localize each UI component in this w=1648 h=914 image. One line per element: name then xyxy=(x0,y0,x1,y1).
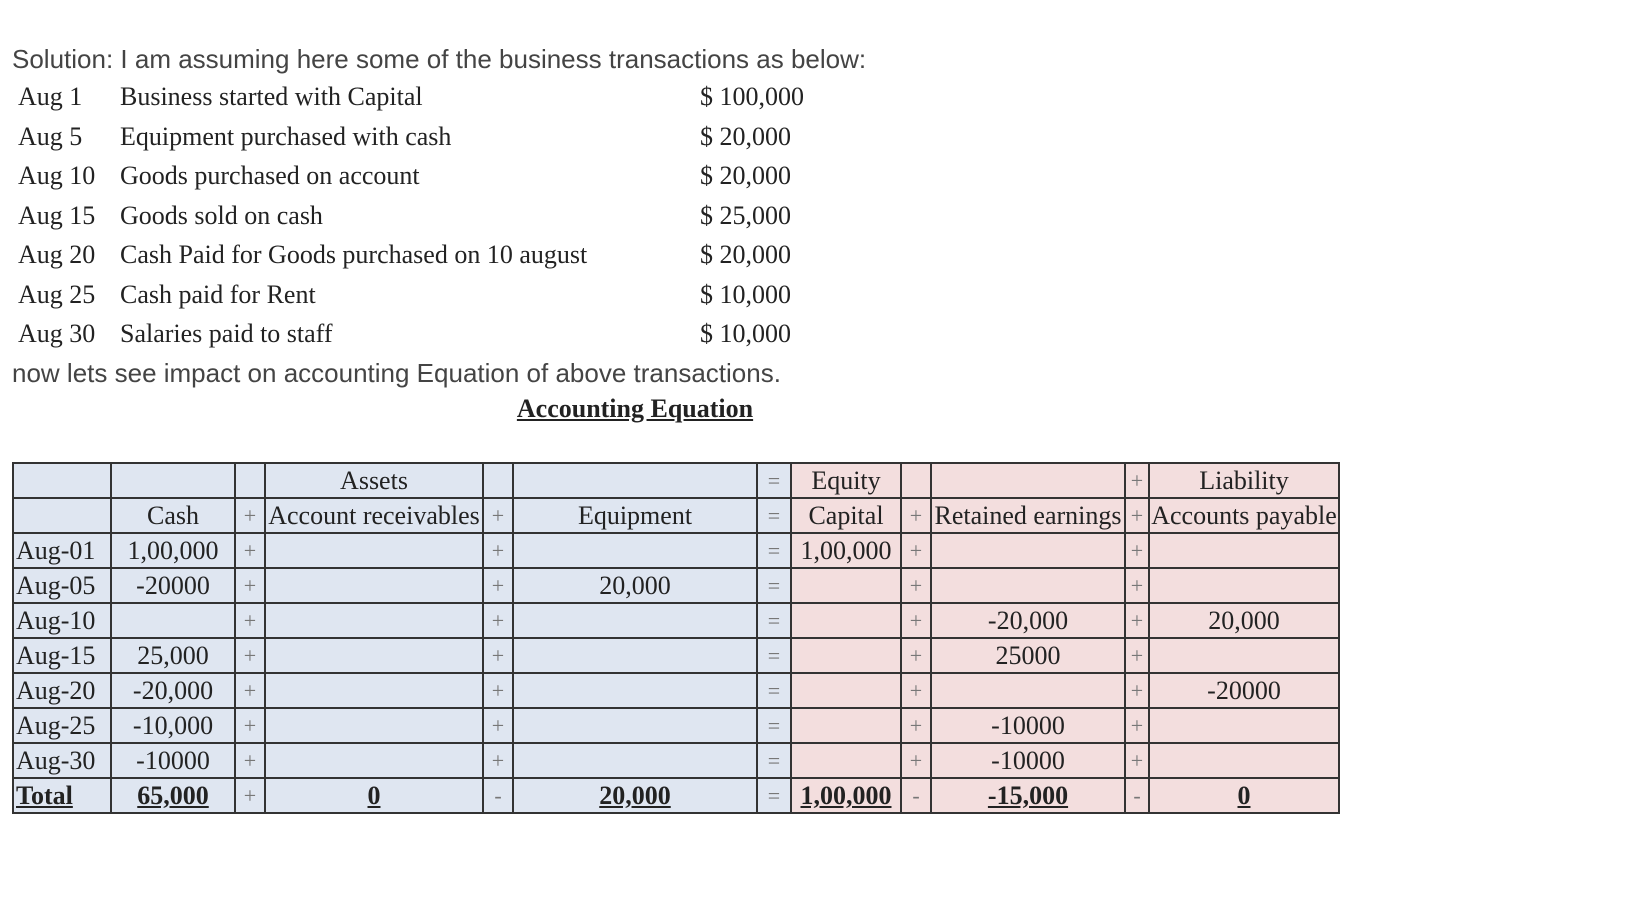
capital-cell: 1,00,000 xyxy=(791,533,901,568)
table-row xyxy=(13,638,1339,673)
cash-cell: -20,000 xyxy=(111,673,235,708)
transaction-amount: $ 20,000 xyxy=(700,240,791,269)
cash-cell: 65,000 xyxy=(111,778,235,813)
retained-earnings-cell: -10000 xyxy=(931,708,1125,743)
blank-cell xyxy=(111,463,235,498)
plus-sign: - xyxy=(483,778,513,813)
table-row xyxy=(13,673,1339,708)
plus-sign: - xyxy=(1125,778,1149,813)
transaction-description: Cash Paid for Goods purchased on 10 august xyxy=(120,240,588,269)
plus-sign: + xyxy=(483,638,513,673)
retained-earnings-cell: -10000 xyxy=(931,743,1125,778)
blank-cell xyxy=(235,463,265,498)
blank-cell xyxy=(931,463,1125,498)
plus-sign: + xyxy=(235,498,265,533)
plus-sign: + xyxy=(901,638,931,673)
row-date: Aug-15 xyxy=(13,638,111,673)
transaction-description: Goods purchased on account xyxy=(120,161,420,190)
transaction-description: Business started with Capital xyxy=(120,82,423,111)
intro-text: Solution: I am assuming here some of the business transactions as below: xyxy=(12,44,867,74)
transaction-date: Aug 15 xyxy=(18,200,96,230)
equals-sign: = xyxy=(757,463,791,498)
cash-cell: 1,00,000 xyxy=(111,533,235,568)
plus-sign: + xyxy=(235,638,265,673)
plus-sign: + xyxy=(1125,533,1149,568)
receivables-cell xyxy=(265,743,483,778)
plus-sign: + xyxy=(483,743,513,778)
blank-cell xyxy=(483,463,513,498)
assets-header: Assets xyxy=(265,463,483,498)
transaction-date: Aug 25 xyxy=(18,279,96,309)
plus-sign: + xyxy=(235,603,265,638)
table-row xyxy=(13,708,1339,743)
plus-sign: + xyxy=(235,708,265,743)
plus-sign: + xyxy=(1125,673,1149,708)
capital-cell xyxy=(791,603,901,638)
plus-sign: + xyxy=(483,708,513,743)
capital-cell xyxy=(791,673,901,708)
receivables-cell: 0 xyxy=(265,778,483,813)
receivables-cell xyxy=(265,533,483,568)
retained-earnings-cell xyxy=(931,533,1125,568)
transaction-date: Aug 20 xyxy=(18,240,96,269)
receivables-cell xyxy=(265,603,483,638)
plus-sign: + xyxy=(483,533,513,568)
equity-header: Equity xyxy=(791,463,901,498)
receivables-cell xyxy=(265,638,483,673)
cash-cell: 25,000 xyxy=(111,638,235,673)
transaction-amount: $ 10,000 xyxy=(700,319,791,348)
transaction-date: Aug 10 xyxy=(18,161,96,190)
accounts-payable-cell xyxy=(1149,708,1339,743)
equipment-cell xyxy=(513,533,757,568)
equipment-cell: 20,000 xyxy=(513,568,757,603)
plus-sign: + xyxy=(235,778,265,813)
plus-sign: + xyxy=(483,673,513,708)
transaction-amount: $ 20,000 xyxy=(700,121,791,151)
transaction-amount: $ 100,000 xyxy=(700,82,804,111)
cash-cell: -20000 xyxy=(111,568,235,603)
plus-sign: + xyxy=(1125,743,1149,778)
row-date: Aug-10 xyxy=(13,603,111,638)
receivables-cell xyxy=(265,568,483,603)
row-date: Aug-30 xyxy=(13,743,111,778)
group-header-row xyxy=(13,463,1339,498)
accounts-payable-cell xyxy=(1149,568,1339,603)
equation-title: Accounting Equation xyxy=(516,394,754,423)
blank-cell xyxy=(13,498,111,533)
plus-sign: + xyxy=(901,603,931,638)
row-date: Aug-20 xyxy=(13,673,111,708)
equals-sign: = xyxy=(757,638,791,673)
capital-header: Capital xyxy=(791,498,901,533)
plus-sign: + xyxy=(235,568,265,603)
equals-sign: = xyxy=(757,743,791,778)
retained-earnings-header: Retained earnings xyxy=(931,498,1125,533)
plus-sign: + xyxy=(235,743,265,778)
plus-sign: + xyxy=(483,568,513,603)
capital-cell: 1,00,000 xyxy=(791,778,901,813)
plus-sign: + xyxy=(1125,568,1149,603)
transaction-description: Salaries paid to staff xyxy=(120,319,333,348)
blank-cell xyxy=(13,463,111,498)
plus-sign: + xyxy=(1125,498,1149,533)
plus-sign: - xyxy=(901,778,931,813)
liability-header: Liability xyxy=(1149,463,1339,498)
receivables-cell xyxy=(265,708,483,743)
cash-cell: -10,000 xyxy=(111,708,235,743)
retained-earnings-cell: -20,000 xyxy=(931,603,1125,638)
equipment-cell xyxy=(513,603,757,638)
capital-cell xyxy=(791,708,901,743)
equipment-cell xyxy=(513,743,757,778)
plus-sign: + xyxy=(901,498,931,533)
plus-sign: + xyxy=(483,498,513,533)
equipment-cell: 20,000 xyxy=(513,778,757,813)
accounting-equation-table xyxy=(12,462,1340,814)
plus-sign: + xyxy=(901,743,931,778)
equipment-cell xyxy=(513,708,757,743)
capital-cell xyxy=(791,743,901,778)
transaction-amount: $ 20,000 xyxy=(700,161,791,190)
equipment-header: Equipment xyxy=(513,498,757,533)
accounts-payable-cell xyxy=(1149,743,1339,778)
plus-sign: + xyxy=(901,568,931,603)
retained-earnings-cell xyxy=(931,568,1125,603)
table-row xyxy=(13,533,1339,568)
row-date: Total xyxy=(13,778,111,813)
plus-sign: + xyxy=(1125,638,1149,673)
capital-cell xyxy=(791,568,901,603)
plus-sign: + xyxy=(1125,463,1149,498)
accounts-payable-header: Accounts payable xyxy=(1149,498,1339,533)
plus-sign: + xyxy=(1125,708,1149,743)
plus-sign: + xyxy=(901,673,931,708)
cash-cell xyxy=(111,603,235,638)
capital-cell xyxy=(791,638,901,673)
cash-header: Cash xyxy=(111,498,235,533)
plus-sign: + xyxy=(901,533,931,568)
table-row xyxy=(13,568,1339,603)
retained-earnings-cell: -15,000 xyxy=(931,778,1125,813)
accounts-payable-cell xyxy=(1149,638,1339,673)
equals-sign: = xyxy=(757,568,791,603)
transaction-description: Cash paid for Rent xyxy=(120,279,316,309)
equipment-cell xyxy=(513,673,757,708)
transaction-description: Equipment purchased with cash xyxy=(120,121,452,151)
equals-sign: = xyxy=(757,603,791,638)
table-row xyxy=(13,603,1339,638)
transaction-date: Aug 5 xyxy=(18,121,83,151)
transaction-date: Aug 1 xyxy=(18,82,83,111)
row-date: Aug-05 xyxy=(13,568,111,603)
blank-cell xyxy=(901,463,931,498)
equals-sign: = xyxy=(757,708,791,743)
plus-sign: + xyxy=(1125,603,1149,638)
equals-sign: = xyxy=(757,778,791,813)
accounts-payable-cell xyxy=(1149,533,1339,568)
row-date: Aug-01 xyxy=(13,533,111,568)
equals-sign: = xyxy=(757,533,791,568)
retained-earnings-cell: 25000 xyxy=(931,638,1125,673)
receivables-header: Account receivables xyxy=(265,498,483,533)
plus-sign: + xyxy=(235,673,265,708)
outro-text: now lets see impact on accounting Equation of above transactions. xyxy=(12,358,781,388)
plus-sign: + xyxy=(901,708,931,743)
plus-sign: + xyxy=(483,603,513,638)
transaction-amount: $ 25,000 xyxy=(700,200,791,230)
blank-cell xyxy=(513,463,757,498)
transaction-amount: $ 10,000 xyxy=(700,279,791,309)
retained-earnings-cell xyxy=(931,673,1125,708)
equals-sign: = xyxy=(757,673,791,708)
plus-sign: + xyxy=(235,533,265,568)
accounts-payable-cell: 20,000 xyxy=(1149,603,1339,638)
equals-sign: = xyxy=(757,498,791,533)
equipment-cell xyxy=(513,638,757,673)
receivables-cell xyxy=(265,673,483,708)
total-row xyxy=(13,778,1339,813)
row-date: Aug-25 xyxy=(13,708,111,743)
transaction-description: Goods sold on cash xyxy=(120,200,323,230)
transaction-date: Aug 30 xyxy=(18,319,96,348)
column-header-row xyxy=(13,498,1339,533)
accounts-payable-cell: -20000 xyxy=(1149,673,1339,708)
cash-cell: -10000 xyxy=(111,743,235,778)
table-row xyxy=(13,743,1339,778)
accounts-payable-cell: 0 xyxy=(1149,778,1339,813)
